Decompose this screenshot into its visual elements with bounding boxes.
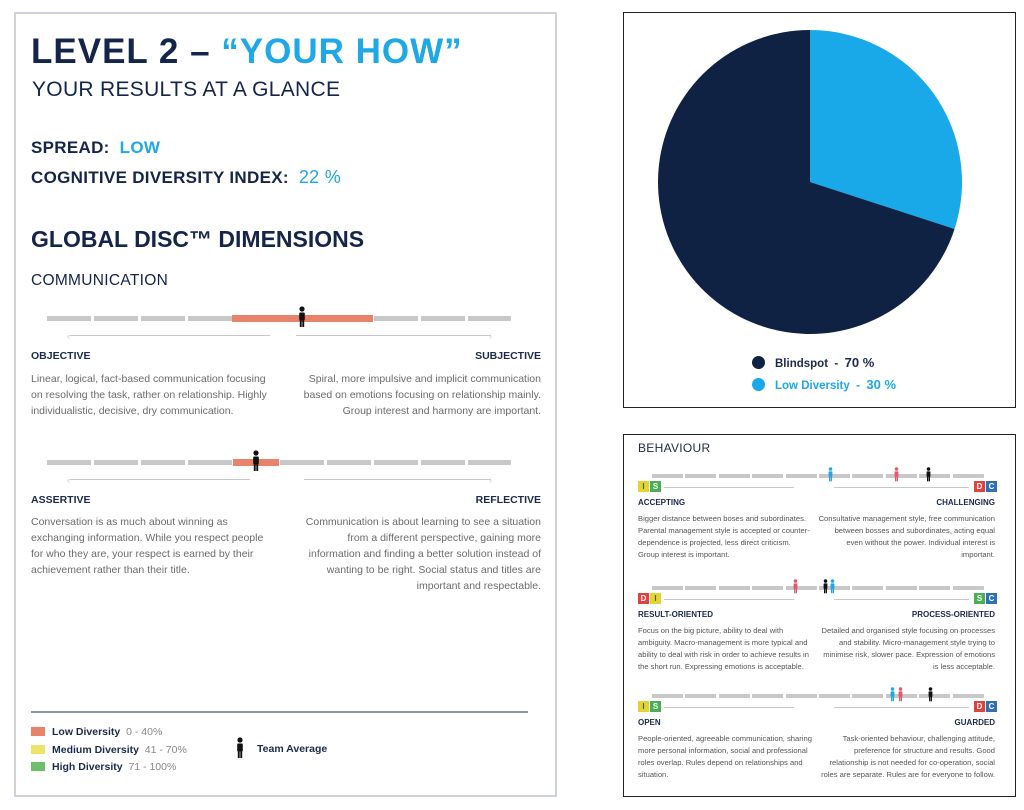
arrow-right-head-icon: › [489, 331, 492, 341]
page-title: LEVEL 2 – “YOUR HOW” [31, 32, 463, 71]
legend-low-diversity: Low Diversity 0 - 40% [31, 726, 162, 738]
reflective-label: REFLECTIVE [475, 494, 541, 506]
badge-d: D [638, 593, 649, 604]
diversity-pie-panel [623, 12, 1016, 408]
badge-i: I [638, 481, 649, 492]
behaviour-scale [652, 586, 984, 591]
behaviour-scale [652, 694, 984, 699]
assertive-reflective-scale [47, 460, 511, 465]
badge-s: S [650, 481, 661, 492]
marker-figure-icon [829, 579, 836, 594]
behaviour-panel [623, 434, 1016, 797]
diversity-pie-chart [657, 29, 967, 339]
high-diversity-swatch [31, 762, 45, 771]
cdi-value: 22 % [298, 167, 342, 187]
blindspot-swatch [752, 356, 765, 369]
marker-figure-icon [927, 687, 934, 702]
badge-i: I [638, 701, 649, 712]
badge-c: C [986, 481, 997, 492]
legend-high-diversity: High Diversity 71 - 100% [31, 761, 176, 773]
behaviour-left-description: Bigger distance between boses and subordinates. Parental management style is accepted or counter-dependence is projected, less direct criticism. Group interest is important. [638, 514, 810, 559]
legend-medium-diversity: Medium Diversity 41 - 70% [31, 744, 187, 756]
behaviour-right-label: GUARDED [954, 718, 995, 727]
team-average-marker [297, 306, 307, 328]
behaviour-right-description: Detailed and organised style focusing on processes and stability. Micro-management style trying to minimise risk, slower pace. Expression of emotions is less acceptable. [821, 626, 995, 671]
behaviour-right-label: PROCESS-ORIENTED [911, 610, 995, 619]
marker-figure-icon [822, 579, 829, 594]
behaviour-right-description: Consultative management style, free communication between bosses and subordinates, acting equal even without the power. Individual interest is important. [818, 514, 995, 559]
badge-i: I [650, 593, 661, 604]
pie-legend-blindspot: Blindspot - 70 % [752, 355, 874, 370]
objective-label: OBJECTIVE [31, 350, 91, 362]
behaviour-left-label: RESULT-ORIENTED [638, 610, 713, 619]
disc-report-panel [14, 12, 557, 797]
spread-stat: SPREAD: LOW [31, 138, 161, 157]
left-arrow [664, 599, 794, 600]
marker-figure-icon [893, 467, 900, 482]
pie-legend-low-diversity: Low Diversity - 30 % [752, 377, 896, 392]
left-arrow [664, 707, 794, 708]
behaviour-right-description: Task-oriented behaviour, challenging attitude, preference for structure and results. Good relationship is not needed for co-operation, social roles are separate. Rules are for everyone to follow. [821, 734, 995, 779]
right-arrow [834, 707, 969, 708]
spread-value: LOW [119, 138, 161, 157]
cdi-stat: COGNITIVE DIVERSITY INDEX: 22 % [31, 167, 342, 187]
arrow-right-head-icon: › [489, 475, 492, 485]
low-diversity-swatch [31, 727, 45, 736]
right-arrow [296, 335, 491, 336]
marker-figure-icon [827, 467, 834, 482]
team-average-label: Team Average [257, 743, 328, 755]
left-arrow [70, 335, 270, 336]
badge-d: D [974, 701, 985, 712]
behaviour-left-label: OPEN [638, 718, 661, 727]
badge-c: C [986, 701, 997, 712]
behaviour-right-label: CHALLENGING [936, 498, 995, 507]
low-diversity-swatch [752, 378, 765, 391]
page-subtitle: YOUR RESULTS AT A GLANCE [32, 78, 341, 101]
left-arrow [70, 479, 250, 480]
behaviour-left-label: ACCEPTING [638, 498, 686, 507]
legend-divider [31, 711, 528, 713]
dimensions-heading: GLOBAL DISC™ DIMENSIONS [31, 226, 365, 252]
communication-heading: COMMUNICATION [31, 272, 169, 289]
subjective-description: Spiral, more impulsive and implicit communication based on emotions focusing on relationship mainly. Group interest and harmony are important. [303, 373, 541, 417]
behaviour-left-description: Focus on the big picture, ability to deal with ambiguity. Macro-management is more typical and ability to deal with risk in order to achieve results in the short run. Expressing emotions is acceptable. [638, 626, 809, 671]
behaviour-scale [652, 474, 984, 479]
behaviour-left-description: People-oriented, agreeable communication, sharing more personal information, social and professional roles overlap. Rules depend on relationships and situation. [638, 734, 812, 779]
medium-diversity-swatch [31, 745, 45, 754]
marker-figure-icon [897, 687, 904, 702]
team-average-icon [235, 737, 245, 759]
arrow-left-head-icon: ‹ [67, 475, 70, 485]
assertive-description: Conversation is as much about winning as exchanging information. While you respect people for who they are, your respect is earned by their achievement rather than their title. [31, 516, 264, 576]
right-arrow [834, 487, 969, 488]
objective-description: Linear, logical, fact-based communication focusing on resolving the task, rather on relationship. Highly individualistic, decisive, dry communication. [31, 373, 267, 417]
badge-s: S [650, 701, 661, 712]
marker-figure-icon [925, 467, 932, 482]
team-average-marker [251, 450, 261, 472]
reflective-description: Communication is about learning to see a situation from a different perspective, gaining more information and finding a better solution instead of wanting to be right. Social status and titles are important and respectable. [305, 516, 541, 592]
right-arrow [834, 599, 969, 600]
badge-c: C [986, 593, 997, 604]
arrow-left-head-icon: ‹ [67, 331, 70, 341]
left-arrow [664, 487, 794, 488]
badge-d: D [974, 481, 985, 492]
right-arrow [304, 479, 491, 480]
marker-figure-icon [792, 579, 799, 594]
marker-figure-icon [889, 687, 896, 702]
badge-s: S [974, 593, 985, 604]
assertive-label: ASSERTIVE [31, 494, 91, 506]
subjective-label: SUBJECTIVE [475, 350, 541, 362]
objective-subjective-scale [47, 316, 511, 321]
behaviour-heading: BEHAVIOUR [638, 441, 711, 455]
